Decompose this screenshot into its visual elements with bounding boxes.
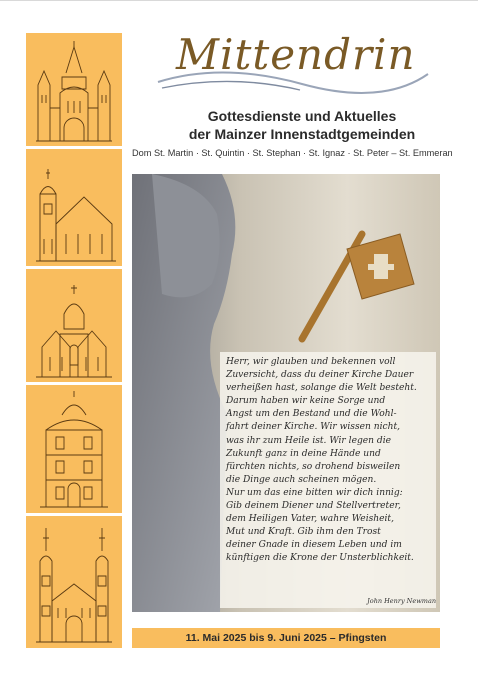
ignaz-church-icon — [26, 385, 122, 513]
subtitle-line-2: der Mainzer Innenstadtgemeinden — [188, 126, 416, 142]
parish-list: Dom St. Martin · St. Quintin · St. Stephan · St. Ignaz · St. Peter – St. Emmeran — [132, 148, 453, 158]
prayer-author: John Henry Newman — [367, 597, 436, 605]
quintin-church-icon — [26, 149, 122, 266]
cathedral-icon — [26, 33, 122, 146]
stephan-church-icon — [26, 269, 122, 382]
date-range-bar: 11. Mai 2025 bis 9. Juni 2025 – Pfingsten — [132, 628, 440, 648]
peter-church-icon — [26, 516, 122, 648]
prayer-text: Herr, wir glauben und bekennen voll Zuversicht, dass du deiner Kirche Dauer verheißen hast, solange die Welt besteht. Darum haben wir keine Sorge und Angst um den Bestand und die Wohl- fahrt deiner Kirche. Wir wissen nicht, was ihr zum Heile ist. Wir legen die Zukunft ganz in deine Hände und fürchten nichts, so drohend bisweilen die Dinge auch scheinen mögen. Nur um das eine bitten wir dich innig: Gib deinem Diener und Stellvertreter, dem Heiligen Vater, wahre Weisheit, Mut und Kraft. Gib ihm den Trost deiner Gnade in diesem Leben und im künftigen die Krone der Unsterblichkeit. — [226, 357, 417, 564]
logo-title: Mittendrin — [176, 30, 416, 79]
church-sidebar — [26, 33, 122, 648]
subtitle-line-1: Gottesdienste und Aktuelles — [207, 108, 397, 124]
top-divider — [0, 0, 478, 1]
